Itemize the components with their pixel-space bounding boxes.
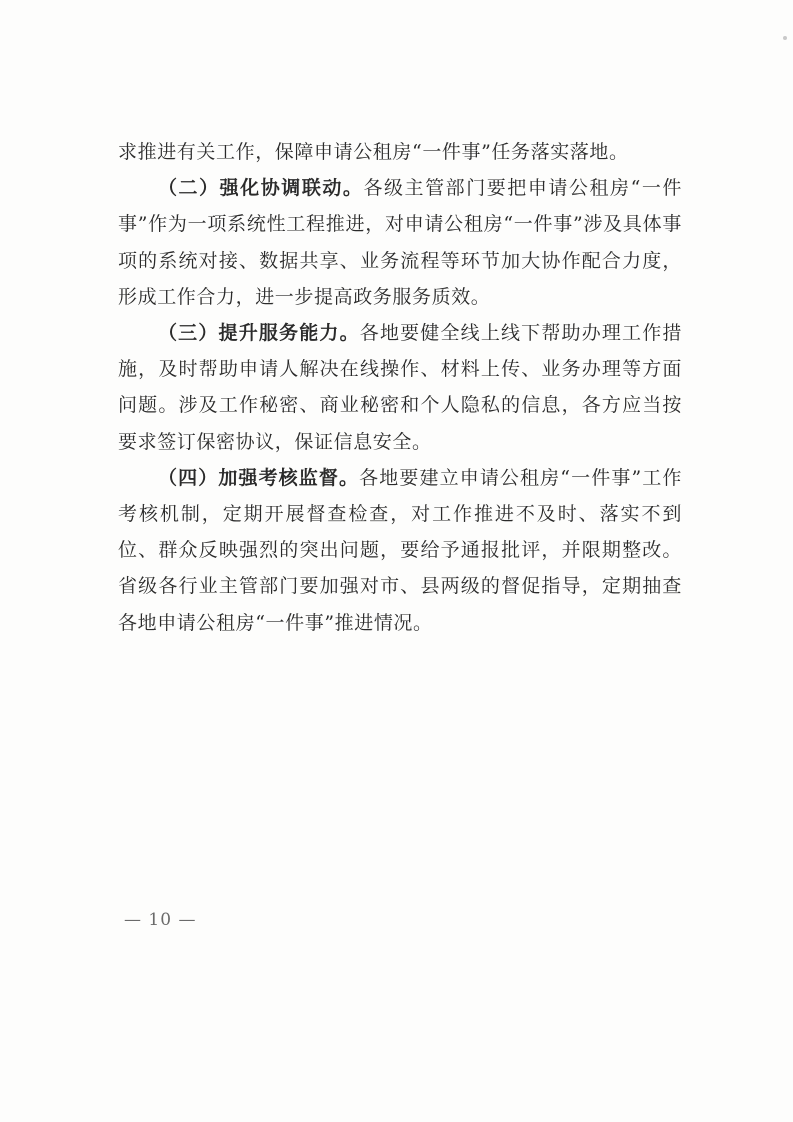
paragraph-coordination	[118, 170, 682, 315]
section-heading: （四）加强考核监督。	[158, 466, 360, 489]
section-heading: （二）强化协调联动。	[158, 177, 364, 200]
paragraph-supervision	[118, 460, 682, 641]
paragraph-text: 各地要健全线上线下帮助办理工作措施，及时帮助申请人解决在线操作、材料上传、业务办理等方面问题。涉及工作秘密、商业秘密和个人隐私的信息，各方应当按要求签订保密协议，保证信息安全。	[118, 322, 682, 453]
paragraph-text: 各地要建立申请公租房“一件事”工作考核机制，定期开展督查检查，对工作推进不及时、落实不到位、群众反映强烈的突出问题，要给予通报批评，并限期整改。省级各行业主管部门要加强对市、县两级的督促指导，定期抽查各地申请公租房“一件事”推进情况。	[118, 466, 682, 634]
page-number: — 10 —	[124, 910, 197, 930]
paragraph-text: 各级主管部门要把申请公租房“一件事”作为一项系统性工程推进，对申请公租房“一件事”涉及具体事项的系统对接、数据共享、业务流程等环节加大协作配合力度，形成工作合力，进一步提高政务服务质效。	[118, 177, 682, 308]
scan-mark	[783, 36, 787, 40]
paragraph-text: 求推进有关工作，保障申请公租房“一件事”任务落实落地。	[118, 141, 629, 163]
document-body	[118, 134, 682, 641]
paragraph-continuation	[118, 134, 682, 170]
paragraph-service	[118, 315, 682, 460]
section-heading: （三）提升服务能力。	[158, 322, 360, 345]
